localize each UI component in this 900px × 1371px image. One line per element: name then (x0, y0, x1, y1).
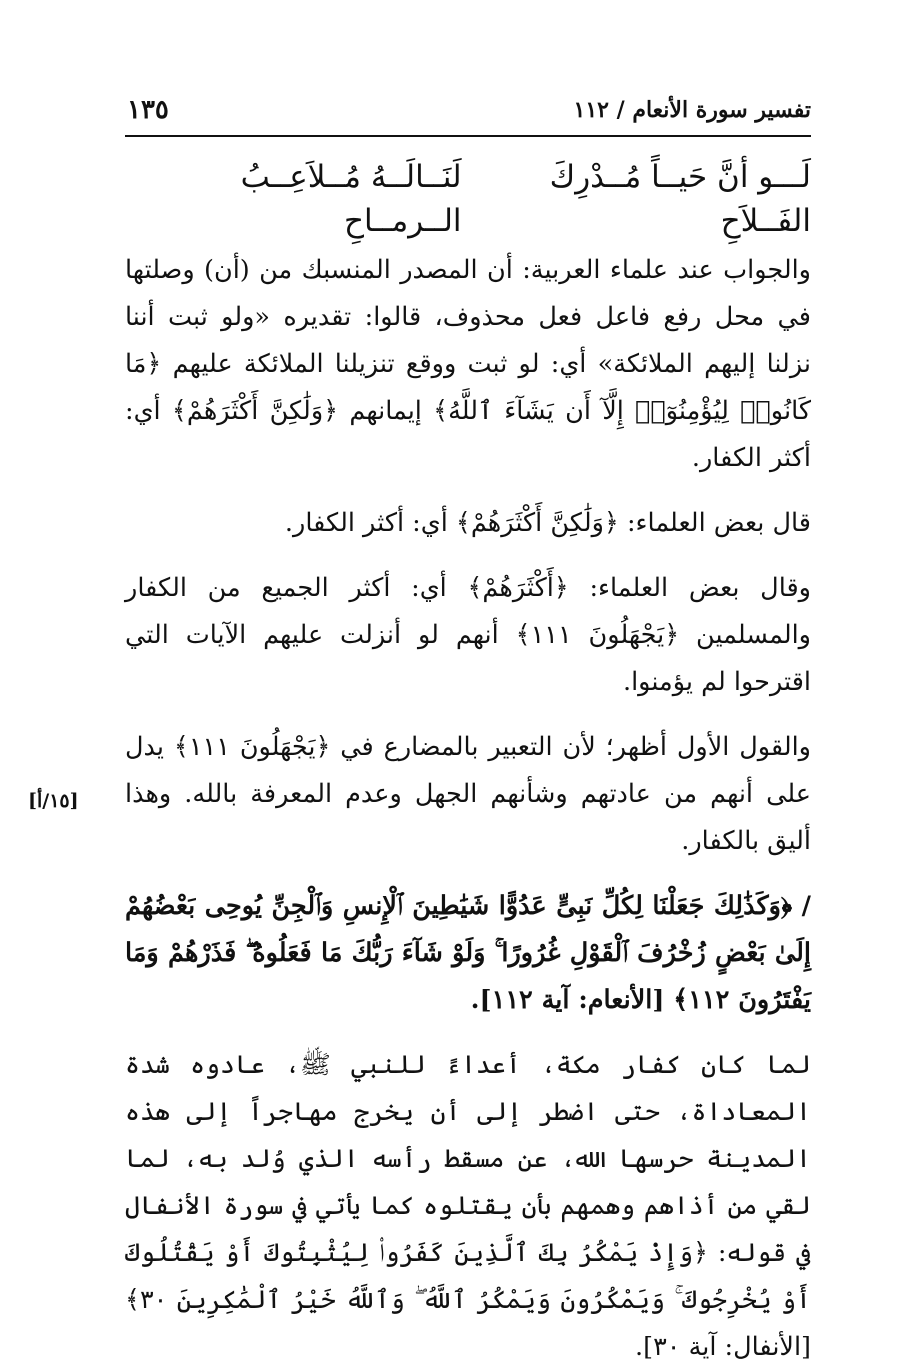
quran-verse-paragraph: / ﴿وَكَذَٰلِكَ جَعَلْنَا لِكُلِّ نَبِىٍّ عَدُوًّا شَيَٰطِينَ ٱلْإِنسِ وَٱلْجِنِّ يُوحِى بَعْضُهُمْ إِلَىٰ بَعْضٍ زُخْرُفَ ٱلْقَوْلِ غُرُورًا ۚ وَلَوْ شَآءَ رَبُّكَ مَا فَعَلُوهُ ۖ فَذَرْهُمْ وَمَا يَفْتَرُونَ ١١٢﴾ [الأنعام: آية ١١٢]. (125, 891, 811, 1015)
margin-folio-note: [١٥/أ] (28, 790, 79, 812)
poem-verse (125, 155, 811, 243)
poem-right-hemistich: لَـــو أنَّ حَيــاً مُــدْرِكَ الفَــلاَحِ (549, 159, 811, 239)
page-number: ١٣٥ (127, 95, 169, 125)
page (125, 95, 811, 1371)
paragraph: والقول الأول أظهر؛ لأن التعبير بالمضارع في ﴿يَجْهَلُونَ ١١١﴾ يدل على أنهم من عادتهم وشأنهم الجهل وعدم المعرفة بالله. وهذا أليق بالكفار. (125, 732, 811, 856)
page-header (125, 95, 811, 137)
paragraph: قال بعض العلماء: ﴿وَلَٰكِنَّ أَكْثَرَهُمْ﴾ أي: أكثر الكفار. (284, 508, 811, 538)
poem-left-hemistich: لَنَــالَــهُ مُــلاَعِــبُ الــرمــاحِ (240, 159, 462, 239)
paragraph: وقال بعض العلماء: ﴿أَكْثَرَهُمْ﴾ أي: أكثر الجميع من الكفار والمسلمين ﴿يَجْهَلُونَ ١١١﴾ أنهم لو أنزلت عليهم الآيات التي اقترحوا لم يؤمنوا. (125, 573, 811, 697)
running-title: تفسير سورة الأنعام / ١١٢ (573, 97, 811, 123)
paragraph: لما كان كفار مكة، أعداءً للنبي ﷺ، عادوه شدة المعاداة، حتى اضطر إلى أن يخرج مهاجراً إلى هذه المدينة حرسها الله، عن مسقط رأسه الذي وُلد به، لما لقي من أذاهم وهمهم بأن يقتلوه كما يأتي في سورة الأنفال في قوله: ﴿وَإِذْ يَمْكُرُ بِكَ ٱلَّذِينَ كَفَرُوا۟ لِيُثْبِتُوكَ أَوْ يَقْتُلُوكَ أَوْ يُخْرِجُوكَ ۚ وَيَمْكُرُونَ وَيَمْكُرُ ٱللَّهُ ۖ وَٱللَّهُ خَيْرُ ٱلْمَٰكِرِينَ ٣٠﴾ [الأنفال: آية ٣٠]. (125, 1050, 811, 1362)
paragraph: والجواب عند علماء العربية: أن المصدر المنسبك من (أن) وصلتها في محل رفع فاعل فعل محذوف، قالوا: تقديره «ولو ثبت أننا نزلنا إليهم الملائكة» أي: لو ثبت ووقع تنزيلنا الملائكة عليهم ﴿مَا كَانُوا۟ لِيُؤْمِنُوٓا۟ إِلَّآ أَن يَشَآءَ ٱللَّهُ﴾ إيمانهم ﴿وَلَٰكِنَّ أَكْثَرَهُمْ﴾ أي: أكثر الكفار. (125, 255, 811, 473)
